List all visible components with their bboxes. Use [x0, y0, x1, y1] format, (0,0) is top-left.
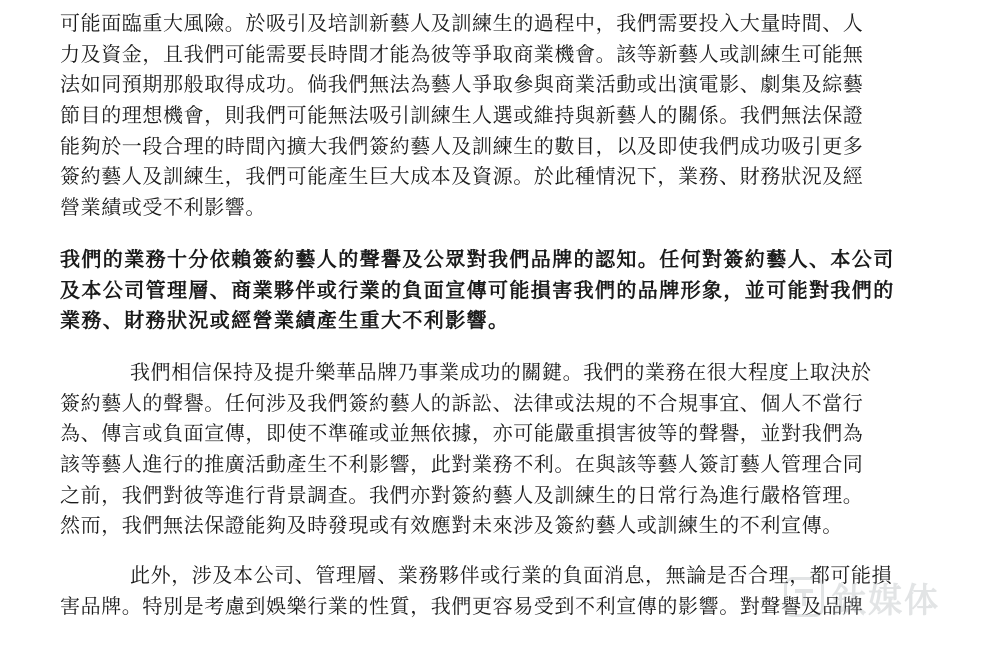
text-line: 此外，涉及本公司、管理層、業務夥伴或行業的負面消息，無論是否合理，都可能損 — [130, 563, 893, 587]
text-line: 能夠於一段合理的時間內擴大我們簽約藝人及訓練生的數目，以及即使我們成功吸引更多 — [60, 133, 864, 158]
paragraph-2 — [60, 357, 963, 541]
text-line: 力及資金，且我們可能需要長時間才能為彼等爭取商業機會。該等新藝人或訓練生可能無 — [60, 41, 864, 66]
text-line: 該等藝人進行的推廣活動產生不利影響，此對業務不利。在與該等藝人簽訂藝人管理合同 — [60, 451, 864, 476]
heading-line: 及本公司管理層、商業夥伴或行業的負面宣傳可能損害我們的品牌形象，並可能對我們的 — [60, 277, 895, 302]
text-line: 簽約藝人及訓練生，我們可能產生巨大成本及資源。於此種情況下，業務、財務狀況及經 — [60, 164, 864, 189]
text-line: 營業績或受不利影響。 — [60, 195, 266, 220]
text-line: 然而，我們無法保證能夠及時發現或有效應對未來涉及簽約藝人或訓練生的不利宣傳。 — [60, 513, 843, 538]
paragraph-gap — [60, 541, 963, 560]
paragraph-gap — [60, 223, 963, 244]
text-line: 簽約藝人的聲譽。任何涉及我們簽約藝人的訴訟、法律或法規的不合規事宜、個人不當行 — [60, 390, 864, 415]
text-line: 之前，我們對彼等進行背景調查。我們亦對簽約藝人及訓練生的日常行為進行嚴格管理。 — [60, 482, 864, 507]
paragraph-1 — [60, 8, 963, 223]
text-line: 節目的理想機會，則我們可能無法吸引訓練生人選或維持與新藝人的關係。我們無法保證 — [60, 103, 864, 128]
text-line: 害品牌。特別是考慮到娛樂行業的性質，我們更容易受到不利宣傳的影響。對聲譽及品牌 — [60, 593, 864, 618]
risk-factor-heading — [60, 244, 963, 336]
watermark-text: 鈦媒体 — [832, 580, 940, 621]
paragraph-3 — [60, 560, 963, 621]
heading-line: 我們的業務十分依賴簽約藝人的聲譽及公眾對我們品牌的認知。任何對簽約藝人、本公司 — [60, 246, 895, 271]
text-line: 為、傳言或負面宣傳，即使不準確或並無依據，亦可能嚴重損害彼等的聲譽，並對我們為 — [60, 421, 864, 446]
text-line: 法如同預期那般取得成功。倘我們無法為藝人爭取參與商業活動或出演電影、劇集及綜藝 — [60, 72, 864, 97]
text-line: 可能面臨重大風險。於吸引及培訓新藝人及訓練生的過程中，我們需要投入大量時間、人 — [60, 11, 864, 35]
heading-line: 業務、財務狀況或經營業績產生重大不利影響。 — [60, 308, 510, 333]
paragraph-gap — [60, 336, 963, 357]
text-line: 我們相信保持及提升樂華品牌乃事業成功的關鍵。我們的業務在很大程度上取決於 — [130, 359, 872, 384]
